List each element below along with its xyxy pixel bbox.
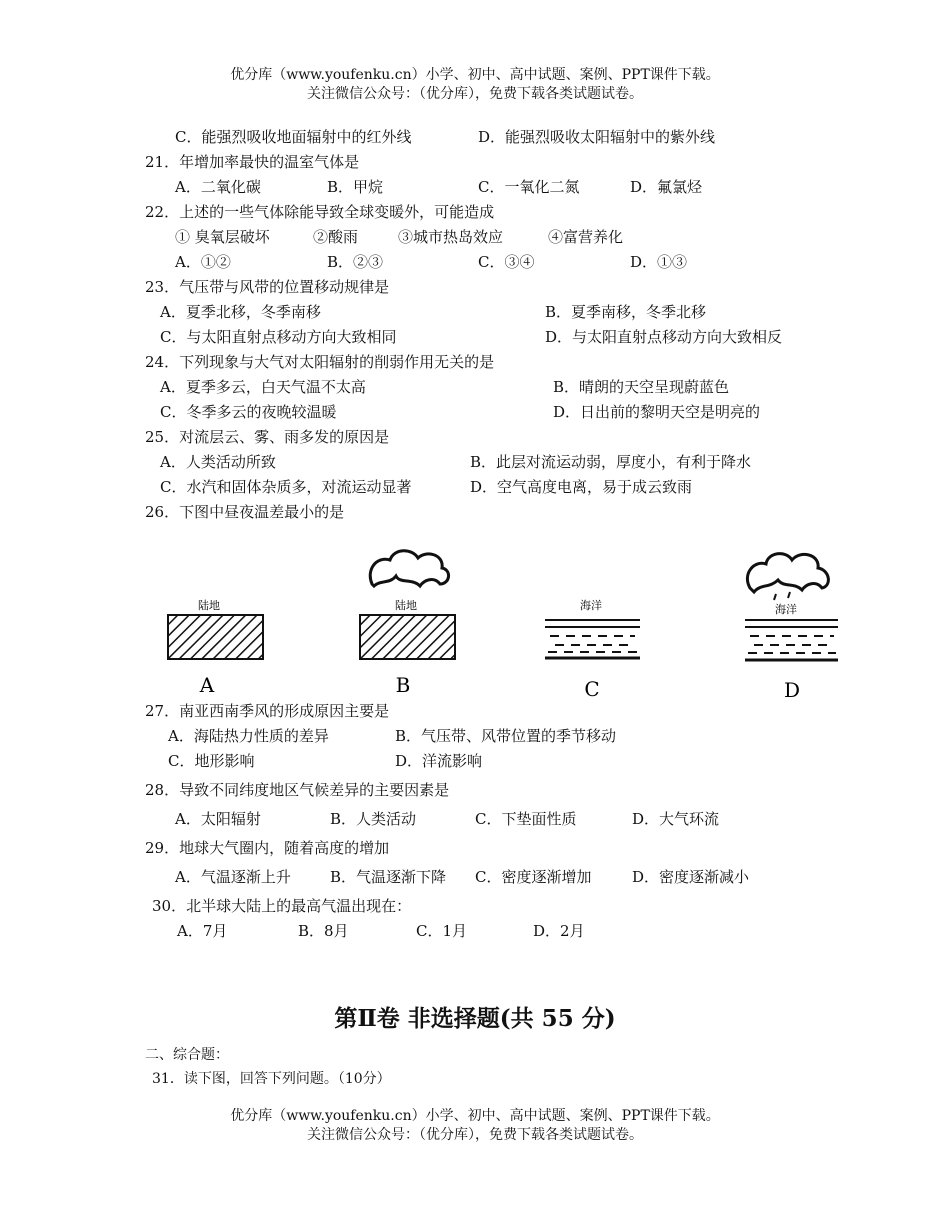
q22-item-3: ③城市热岛效应 xyxy=(398,228,504,246)
q24-option-b: B．晴朗的天空呈现蔚蓝色 xyxy=(553,378,730,396)
q21-option-b: B．甲烷 xyxy=(327,178,384,196)
surface-label-d: 海洋 xyxy=(775,603,797,616)
q28-stem: 28．导致不同纬度地区气候差异的主要因素是 xyxy=(145,781,450,799)
section-heading: 二、综合题： xyxy=(145,1047,229,1063)
q22-stem: 22．上述的一些气体除能导致全球变暖外，可能造成 xyxy=(145,203,495,221)
ocean-block-d xyxy=(745,620,838,660)
q20-option-c: C．能强烈吸收地面辐射中的红外线 xyxy=(175,128,412,146)
panel-a xyxy=(168,598,263,697)
q22-item-2: ②酸雨 xyxy=(313,228,359,246)
panel-label-b: B xyxy=(395,673,411,697)
rain-marks-d xyxy=(774,592,790,600)
panel-label-a: A xyxy=(199,673,215,697)
q22-option-a: A．①② xyxy=(175,253,231,271)
q25-stem: 25．对流层云、雾、雨多发的原因是 xyxy=(145,428,390,446)
q25-option-b: B．此层对流运动弱，厚度小，有利于降水 xyxy=(470,453,752,471)
q22-item-1: ① 臭氧层破坏 xyxy=(175,228,270,246)
q23-option-b: B．夏季南移，冬季北移 xyxy=(545,303,707,321)
footer-line-1: 优分库（www.youfenku.cn）小学、初中、高中试题、案例、PPT课件下载。 xyxy=(230,1108,720,1124)
q21-option-d: D．氟氯烃 xyxy=(630,178,703,196)
q28-option-b: B．人类活动 xyxy=(330,810,417,828)
q29-option-c: C．密度逐渐增加 xyxy=(475,868,592,886)
day-night-temperature-figure xyxy=(150,540,850,710)
header-line-2: 关注微信公众号：（优分库），免费下载各类试题试卷。 xyxy=(307,86,643,102)
q30-option-b: B．8月 xyxy=(298,922,349,940)
q27-option-c: C．地形影响 xyxy=(168,752,255,770)
q23-option-a: A．夏季北移，冬季南移 xyxy=(160,303,321,321)
q29-stem: 29．地球大气圈内，随着高度的增加 xyxy=(145,839,390,857)
cloud-icon-b xyxy=(370,551,448,586)
surface-label-b: 陆地 xyxy=(395,599,417,612)
q29-option-a: A．气温逐渐上升 xyxy=(175,868,291,886)
q21-option-c: C．一氧化二氮 xyxy=(478,178,580,196)
q27-option-d: D．洋流影响 xyxy=(395,752,483,770)
q23-option-d: D．与太阳直射点移动方向大致相反 xyxy=(545,328,783,346)
q31-stem: 31．读下图，回答下列问题。（10分） xyxy=(152,1071,391,1087)
part-two-title: 第Ⅱ卷 非选择题(共 55 分) xyxy=(334,1005,616,1032)
q29-option-d: D．密度逐渐减小 xyxy=(632,868,750,886)
q25-option-d: D．空气高度电离，易于成云致雨 xyxy=(470,478,693,496)
q25-option-c: C．水汽和固体杂质多，对流运动显著 xyxy=(160,478,412,496)
panel-label-d: D xyxy=(783,678,801,702)
surface-label-c: 海洋 xyxy=(580,599,602,612)
q30-option-d: D．2月 xyxy=(533,922,585,940)
q23-stem: 23．气压带与风带的位置移动规律是 xyxy=(145,278,390,296)
q21-option-a: A．二氧化碳 xyxy=(175,178,261,196)
surface-label-a: 陆地 xyxy=(198,599,220,612)
ocean-block-c xyxy=(545,620,640,658)
q22-option-b: B．②③ xyxy=(327,253,384,271)
q25-option-a: A．人类活动所致 xyxy=(160,453,276,471)
q22-option-d: D．①③ xyxy=(630,253,688,271)
q30-option-a: A．7月 xyxy=(177,922,228,940)
q29-option-b: B．气温逐渐下降 xyxy=(330,868,447,886)
panel-d xyxy=(745,554,838,702)
q22-item-4: ④富营养化 xyxy=(548,228,624,246)
land-block-b xyxy=(360,615,455,659)
panel-c xyxy=(545,598,640,701)
q27-stem: 27．南亚西南季风的形成原因主要是 xyxy=(145,702,390,720)
q20-option-d: D．能强烈吸收太阳辐射中的紫外线 xyxy=(478,128,716,146)
q23-option-c: C．与太阳直射点移动方向大致相同 xyxy=(160,328,397,346)
land-block-a xyxy=(168,615,263,659)
cloud-icon-d xyxy=(747,554,828,592)
q26-stem: 26．下图中昼夜温差最小的是 xyxy=(145,503,345,521)
q24-option-a: A．夏季多云，白天气温不太高 xyxy=(160,378,366,396)
q21-stem: 21．年增加率最快的温室气体是 xyxy=(145,153,360,171)
q30-stem: 30．北半球大陆上的最高气温出现在： xyxy=(152,897,412,915)
q28-option-a: A．太阳辐射 xyxy=(175,810,261,828)
q22-option-c: C．③④ xyxy=(478,253,535,271)
q30-option-c: C．1月 xyxy=(416,922,468,940)
q28-option-d: D．大气环流 xyxy=(632,810,720,828)
q24-option-c: C．冬季多云的夜晚较温暖 xyxy=(160,403,337,421)
q27-option-b: B．气压带、风带位置的季节移动 xyxy=(395,727,617,745)
header-line-1: 优分库（www.youfenku.cn）小学、初中、高中试题、案例、PPT课件下载。 xyxy=(230,67,720,83)
footer-line-2: 关注微信公众号：（优分库），免费下载各类试题试卷。 xyxy=(307,1127,643,1143)
q24-option-d: D．日出前的黎明天空是明亮的 xyxy=(553,403,761,421)
q27-option-a: A．海陆热力性质的差异 xyxy=(168,727,329,745)
q24-stem: 24．下列现象与大气对太阳辐射的削弱作用无关的是 xyxy=(145,353,495,371)
q28-option-c: C．下垫面性质 xyxy=(475,810,577,828)
panel-b xyxy=(360,551,455,697)
panel-label-c: C xyxy=(584,677,600,701)
